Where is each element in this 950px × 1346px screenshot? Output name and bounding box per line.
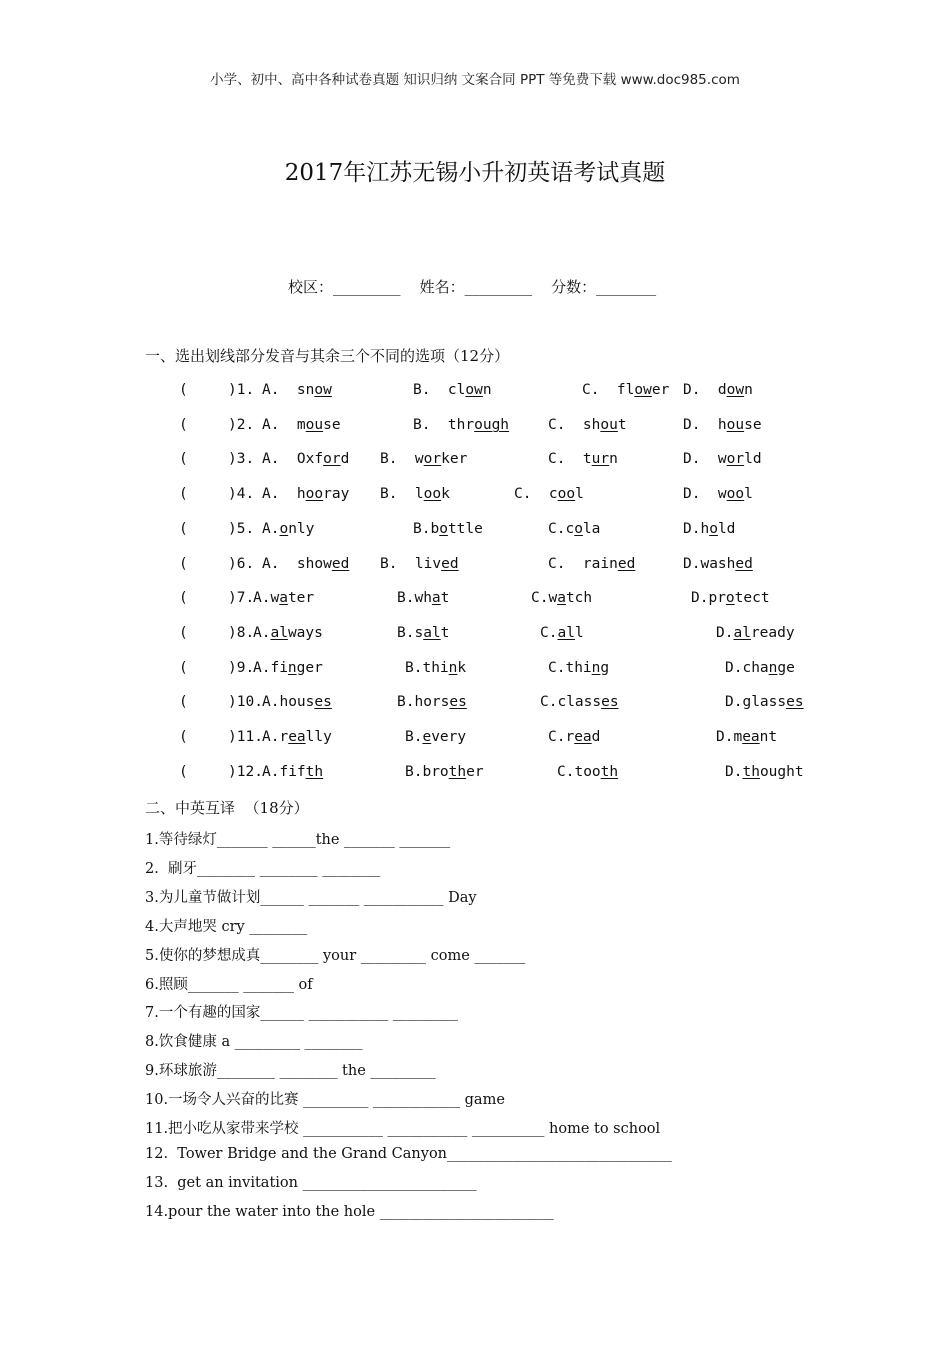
underlined-sound: a: [431, 590, 441, 607]
underlined-sound: ou: [600, 416, 618, 433]
underlined-sound: ow: [314, 382, 332, 398]
underlined-sound: es: [449, 694, 467, 711]
question-number: )4.: [228, 486, 255, 503]
option-c: C.watch: [531, 590, 593, 607]
option-a: A. mouse: [262, 416, 341, 433]
answer-paren: (: [179, 590, 188, 607]
question-number: )8.: [228, 624, 255, 641]
underlined-sound: ou: [305, 416, 324, 433]
option-b: B. worker: [380, 451, 468, 468]
student-info-line: 校区：_________ 姓名：_________ 分数：________: [288, 278, 657, 296]
option-a: A. snow: [262, 382, 332, 398]
underlined-sound: al: [270, 624, 288, 641]
question-number: )5.: [228, 520, 255, 537]
question-row: [0, 382, 950, 406]
option-b: B.horses: [397, 694, 467, 711]
option-d: D. wool: [683, 486, 753, 503]
answer-paren: (: [179, 763, 188, 780]
underlined-sound: ea: [288, 729, 306, 745]
translation-item: 14.pour the water into the hole ________________________: [145, 1203, 554, 1220]
option-d: D.protect: [691, 590, 770, 607]
underlined-sound: th: [600, 763, 619, 780]
underlined-sound: ow: [726, 382, 745, 398]
option-d: D. world: [683, 451, 762, 468]
underlined-sound: th: [448, 763, 467, 780]
answer-paren: (: [179, 451, 188, 468]
option-d: D.glasses: [725, 694, 804, 711]
option-a: A. showed: [262, 555, 350, 572]
answer-paren: (: [179, 382, 188, 398]
translation-item: 9.环球旅游________ ________ the _________: [145, 1063, 436, 1080]
question-number: )3.: [228, 451, 255, 468]
option-d: D.change: [725, 659, 795, 676]
answer-paren: (: [179, 624, 188, 641]
option-d: D.already: [716, 624, 795, 641]
translation-item: 5.使你的梦想成真________ your _________ come _______: [145, 947, 526, 964]
section-2-heading: 二、中英互译 （18分）: [145, 799, 309, 817]
underlined-sound: ough: [474, 416, 510, 433]
question-number: )7.: [228, 590, 255, 607]
question-number: )1.: [228, 382, 255, 398]
underlined-sound: or: [323, 451, 341, 468]
underlined-sound: oo: [557, 486, 576, 503]
answer-paren: (: [179, 694, 188, 711]
underlined-sound: o: [709, 520, 718, 537]
option-b: B. through: [413, 416, 510, 433]
translation-item: 12. Tower Bridge and the Grand Canyon_______________________________: [145, 1145, 672, 1162]
underlined-sound: o: [574, 520, 583, 537]
option-a: A.fifth: [262, 763, 324, 780]
translation-item: 2. 刷牙________ ________ ________: [145, 860, 381, 877]
question-number: )2.: [228, 416, 255, 433]
underlined-sound: ur: [591, 451, 610, 468]
question-row: [0, 660, 950, 684]
answer-paren: (: [179, 555, 188, 572]
underlined-sound: es: [601, 694, 619, 711]
option-c: C. flower: [582, 382, 670, 398]
underlined-sound: o: [725, 590, 735, 607]
underlined-sound: ea: [574, 729, 592, 745]
option-c: C.all: [540, 624, 584, 641]
option-a: A.only: [262, 520, 315, 537]
option-c: C.read: [548, 729, 601, 745]
option-b: B.what: [397, 590, 450, 607]
question-number: )10.: [228, 694, 263, 711]
underlined-sound: ed: [617, 555, 636, 572]
underlined-sound: es: [314, 694, 332, 711]
option-d: D.washed: [683, 555, 753, 572]
option-a: A.really: [262, 729, 332, 745]
section-1-heading: 一、选出划线部分发音与其余三个不同的选项（12分）: [145, 347, 510, 365]
option-d: D. house: [683, 416, 762, 433]
translation-item: 3.为儿童节做计划______ _______ ___________ Day: [145, 889, 477, 906]
underlined-sound: ou: [726, 416, 745, 433]
option-c: C.tooth: [557, 763, 619, 780]
question-row: [0, 556, 950, 580]
option-a: A. hooray: [262, 486, 350, 503]
underlined-sound: ed: [735, 555, 753, 572]
underlined-sound: ed: [441, 555, 459, 572]
page-header: 小学、初中、高中各种试卷真题 知识归纳 文案合同 PPT 等免费下载 www.doc985.com: [210, 72, 740, 88]
underlined-sound: th: [742, 763, 760, 780]
option-b: B.bottle: [413, 520, 483, 537]
option-c: C. cool: [514, 486, 584, 503]
underlined-sound: o: [279, 520, 289, 537]
underlined-sound: n: [287, 659, 297, 676]
question-row: [0, 486, 950, 510]
question-row: [0, 521, 950, 545]
question-row: [0, 764, 950, 788]
underlined-sound: oo: [726, 486, 745, 503]
translation-item: 13. get an invitation ________________________: [145, 1174, 477, 1191]
underlined-sound: a: [557, 590, 566, 607]
translation-item: 11.把小吃从家带来学校 ___________ ___________ __________ home to school: [145, 1121, 661, 1137]
option-d: D.hold: [683, 520, 736, 537]
underlined-sound: or: [423, 451, 442, 468]
option-c: C. rained: [548, 555, 636, 572]
underlined-sound: o: [439, 520, 448, 537]
translation-item: 6.照顾_______ _______ of: [145, 976, 313, 993]
option-b: B.think: [405, 659, 467, 676]
option-d: D. down: [683, 382, 753, 398]
option-a: A.finger: [253, 659, 323, 676]
option-a: A. Oxford: [262, 451, 350, 468]
translation-item: 1.等待绿灯_______ ______the _______ _______: [145, 832, 451, 848]
underlined-sound: oo: [423, 486, 442, 503]
underlined-sound: al: [733, 624, 751, 641]
option-c: C.thing: [548, 659, 610, 676]
translation-item: 7.一个有趣的国家______ ___________ _________: [145, 1005, 459, 1022]
answer-paren: (: [179, 729, 188, 745]
option-d: D.meant: [716, 729, 778, 745]
underlined-sound: n: [768, 659, 778, 676]
option-c: C.classes: [540, 694, 619, 711]
option-b: B. look: [380, 486, 450, 503]
answer-paren: (: [179, 659, 188, 676]
underlined-sound: n: [448, 659, 458, 676]
question-number: )6.: [228, 555, 255, 572]
option-b: B.brother: [405, 763, 484, 780]
question-number: )9.: [228, 659, 255, 676]
option-b: B.every: [405, 729, 467, 745]
question-row: [0, 694, 950, 718]
underlined-sound: e: [422, 729, 432, 745]
underlined-sound: ea: [742, 729, 760, 745]
answer-paren: (: [179, 520, 188, 537]
underlined-sound: oo: [305, 486, 324, 503]
underlined-sound: th: [305, 763, 324, 780]
translation-item: 4.大声地哭 cry ________: [145, 918, 308, 935]
option-a: A.water: [253, 590, 315, 607]
exam-title: 2017年江苏无锡小升初英语考试真题: [284, 160, 666, 186]
option-a: A.always: [253, 624, 323, 641]
underlined-sound: a: [279, 590, 288, 607]
question-row: [0, 625, 950, 649]
underlined-sound: al: [423, 624, 441, 641]
question-row: [0, 451, 950, 475]
translation-item: 8.饮食健康 a _________ ________: [145, 1034, 363, 1051]
underlined-sound: es: [786, 694, 804, 711]
option-c: C. turn: [548, 451, 618, 468]
option-c: C. shout: [548, 416, 627, 433]
underlined-sound: n: [591, 659, 601, 676]
question-row: [0, 590, 950, 614]
answer-paren: (: [179, 486, 188, 503]
question-row: [0, 417, 950, 441]
option-b: B. lived: [380, 555, 459, 572]
question-number: )12.: [228, 763, 263, 780]
underlined-sound: al: [557, 624, 575, 641]
translation-item: 10.一场令人兴奋的比赛 _________ ____________ game: [145, 1092, 505, 1109]
option-c: C.cola: [548, 520, 601, 537]
question-row: [0, 729, 950, 753]
underlined-sound: ed: [331, 555, 350, 572]
underlined-sound: or: [726, 451, 745, 468]
option-a: A.houses: [262, 694, 332, 711]
answer-paren: (: [179, 416, 188, 433]
underlined-sound: ow: [634, 382, 652, 398]
question-number: )11.: [228, 729, 263, 745]
underlined-sound: ow: [465, 382, 483, 398]
option-b: B. clown: [413, 382, 492, 398]
option-b: B.salt: [397, 624, 450, 641]
option-d: D.thought: [725, 763, 804, 780]
